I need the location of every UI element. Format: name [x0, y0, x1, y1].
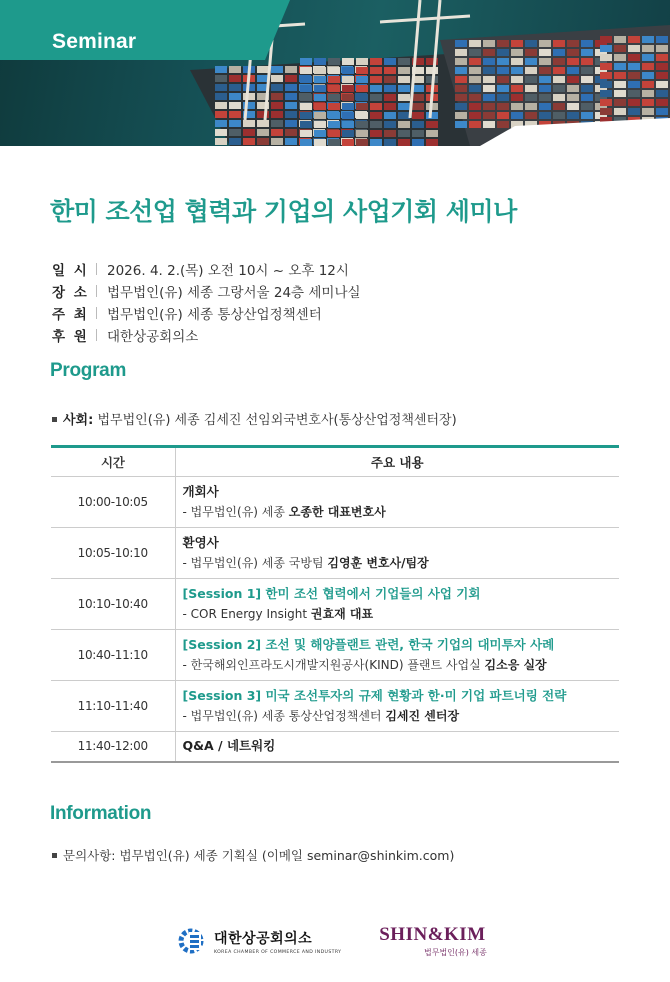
moderator-line	[52, 409, 457, 428]
content-cell	[175, 630, 619, 681]
item-title: 환영사	[182, 535, 219, 550]
item-speaker	[183, 604, 620, 624]
divider	[96, 285, 97, 297]
detail-row-venue	[52, 280, 612, 302]
speaker-name: 권효재 대표	[310, 607, 374, 621]
divider	[96, 329, 97, 341]
table-row	[51, 681, 619, 732]
detail-label: 일 시	[52, 263, 89, 279]
banner-label: Seminar	[52, 30, 137, 53]
speaker-org: - 한국해외인프라도시개발지원공사(KIND) 플랜트 사업실	[182, 658, 485, 672]
time-cell: 10:05-10:10	[51, 528, 175, 579]
detail-value: 법무법인(유) 세종 그랑서울 24층 세미나실	[107, 285, 361, 301]
table-row	[51, 630, 619, 681]
detail-row-sponsor	[52, 324, 612, 346]
table-header-row	[51, 447, 619, 477]
contact-line	[52, 846, 454, 864]
bullet-icon	[52, 853, 57, 858]
column-header-content: 주요 내용	[175, 447, 619, 477]
detail-value: 대한상공회의소	[107, 329, 199, 345]
content-cell	[175, 477, 619, 528]
moderator-label: 사회:	[63, 413, 94, 428]
speaker-name: 김영훈 변호사/팀장	[327, 556, 429, 570]
contact-text: 문의사항: 법무법인(유) 세종 기획실 (이메일 seminar@shinkim.com)	[63, 848, 455, 863]
content-cell	[175, 732, 619, 762]
footer-logos	[0, 908, 670, 982]
teal-label-shape	[0, 0, 670, 146]
table-row	[51, 579, 619, 630]
speaker-name: 김세진 센터장	[385, 709, 460, 723]
item-title: Q&A / 네트워킹	[182, 738, 276, 754]
content-cell	[175, 528, 619, 579]
session-title: [Session 3] 미국 조선투자의 규제 현황과 한·미 기업 파트너링 전략	[182, 688, 567, 703]
time-cell: 10:40-11:10	[51, 630, 175, 681]
shinkim-subtitle: 법무법인(유) 세종	[424, 948, 487, 957]
speaker-org: - 법무법인(유) 세종	[182, 505, 289, 519]
time-cell: 11:40-12:00	[51, 732, 175, 762]
kcci-english-name: KOREA CHAMBER OF COMMERCE AND INDUSTRY	[214, 949, 342, 955]
time-cell: 11:10-11:40	[51, 681, 175, 732]
time-cell: 10:10-10:40	[51, 579, 175, 630]
item-speaker	[183, 553, 620, 573]
program-table	[51, 445, 619, 763]
time-cell: 10:00-10:05	[51, 477, 175, 528]
table-row	[51, 732, 619, 762]
content-cell	[175, 579, 619, 630]
table-row	[51, 528, 619, 579]
detail-label: 장 소	[52, 285, 89, 301]
session-title: [Session 1] 한미 조선 협력에서 기업들의 사업 기회	[182, 586, 481, 601]
seminar-title: 한미 조선업 협력과 기업의 사업기회 세미나	[50, 197, 517, 226]
moderator-value: 법무법인(유) 세종 김세진 선임외국변호사(통상산업정책센터장)	[97, 413, 457, 428]
detail-label: 주 최	[52, 307, 89, 323]
session-title: [Session 2] 조선 및 해양플랜트 관련, 한국 기업의 대미투자 사례	[182, 637, 555, 652]
speaker-org: - COR Energy Insight	[182, 607, 311, 621]
detail-row-host	[52, 302, 612, 324]
item-speaker	[183, 706, 620, 726]
detail-row-date	[52, 258, 612, 280]
detail-label: 후 원	[52, 329, 89, 345]
table-row	[51, 477, 619, 528]
speaker-org: - 법무법인(유) 세종 국방팀	[182, 556, 328, 570]
item-speaker	[183, 502, 620, 522]
item-speaker	[183, 655, 620, 675]
detail-value: 2026. 4. 2.(목) 오전 10시 ~ 오후 12시	[107, 263, 349, 279]
bullet-icon	[52, 417, 57, 422]
speaker-name: 김소응 실장	[484, 658, 547, 672]
header-banner	[0, 0, 670, 146]
shinkim-name: SHIN&KIM	[379, 924, 486, 945]
kcci-name: 대한상공회의소	[214, 930, 313, 947]
divider	[96, 307, 97, 319]
content-cell	[175, 681, 619, 732]
kcci-logo	[176, 926, 341, 956]
information-heading: Information	[50, 803, 152, 824]
item-title: 개회사	[182, 484, 219, 499]
divider	[96, 263, 97, 275]
speaker-name: 오종한 대표변호사	[288, 505, 386, 519]
kcci-gear-icon	[176, 926, 206, 956]
detail-value: 법무법인(유) 세종 통상산업정책센터	[107, 307, 322, 323]
column-header-time: 시간	[51, 447, 175, 477]
speaker-org: - 법무법인(유) 세종 통상산업정책센터	[182, 709, 386, 723]
shinkim-logo	[378, 924, 487, 958]
program-heading: Program	[50, 360, 127, 381]
event-details	[52, 258, 612, 346]
